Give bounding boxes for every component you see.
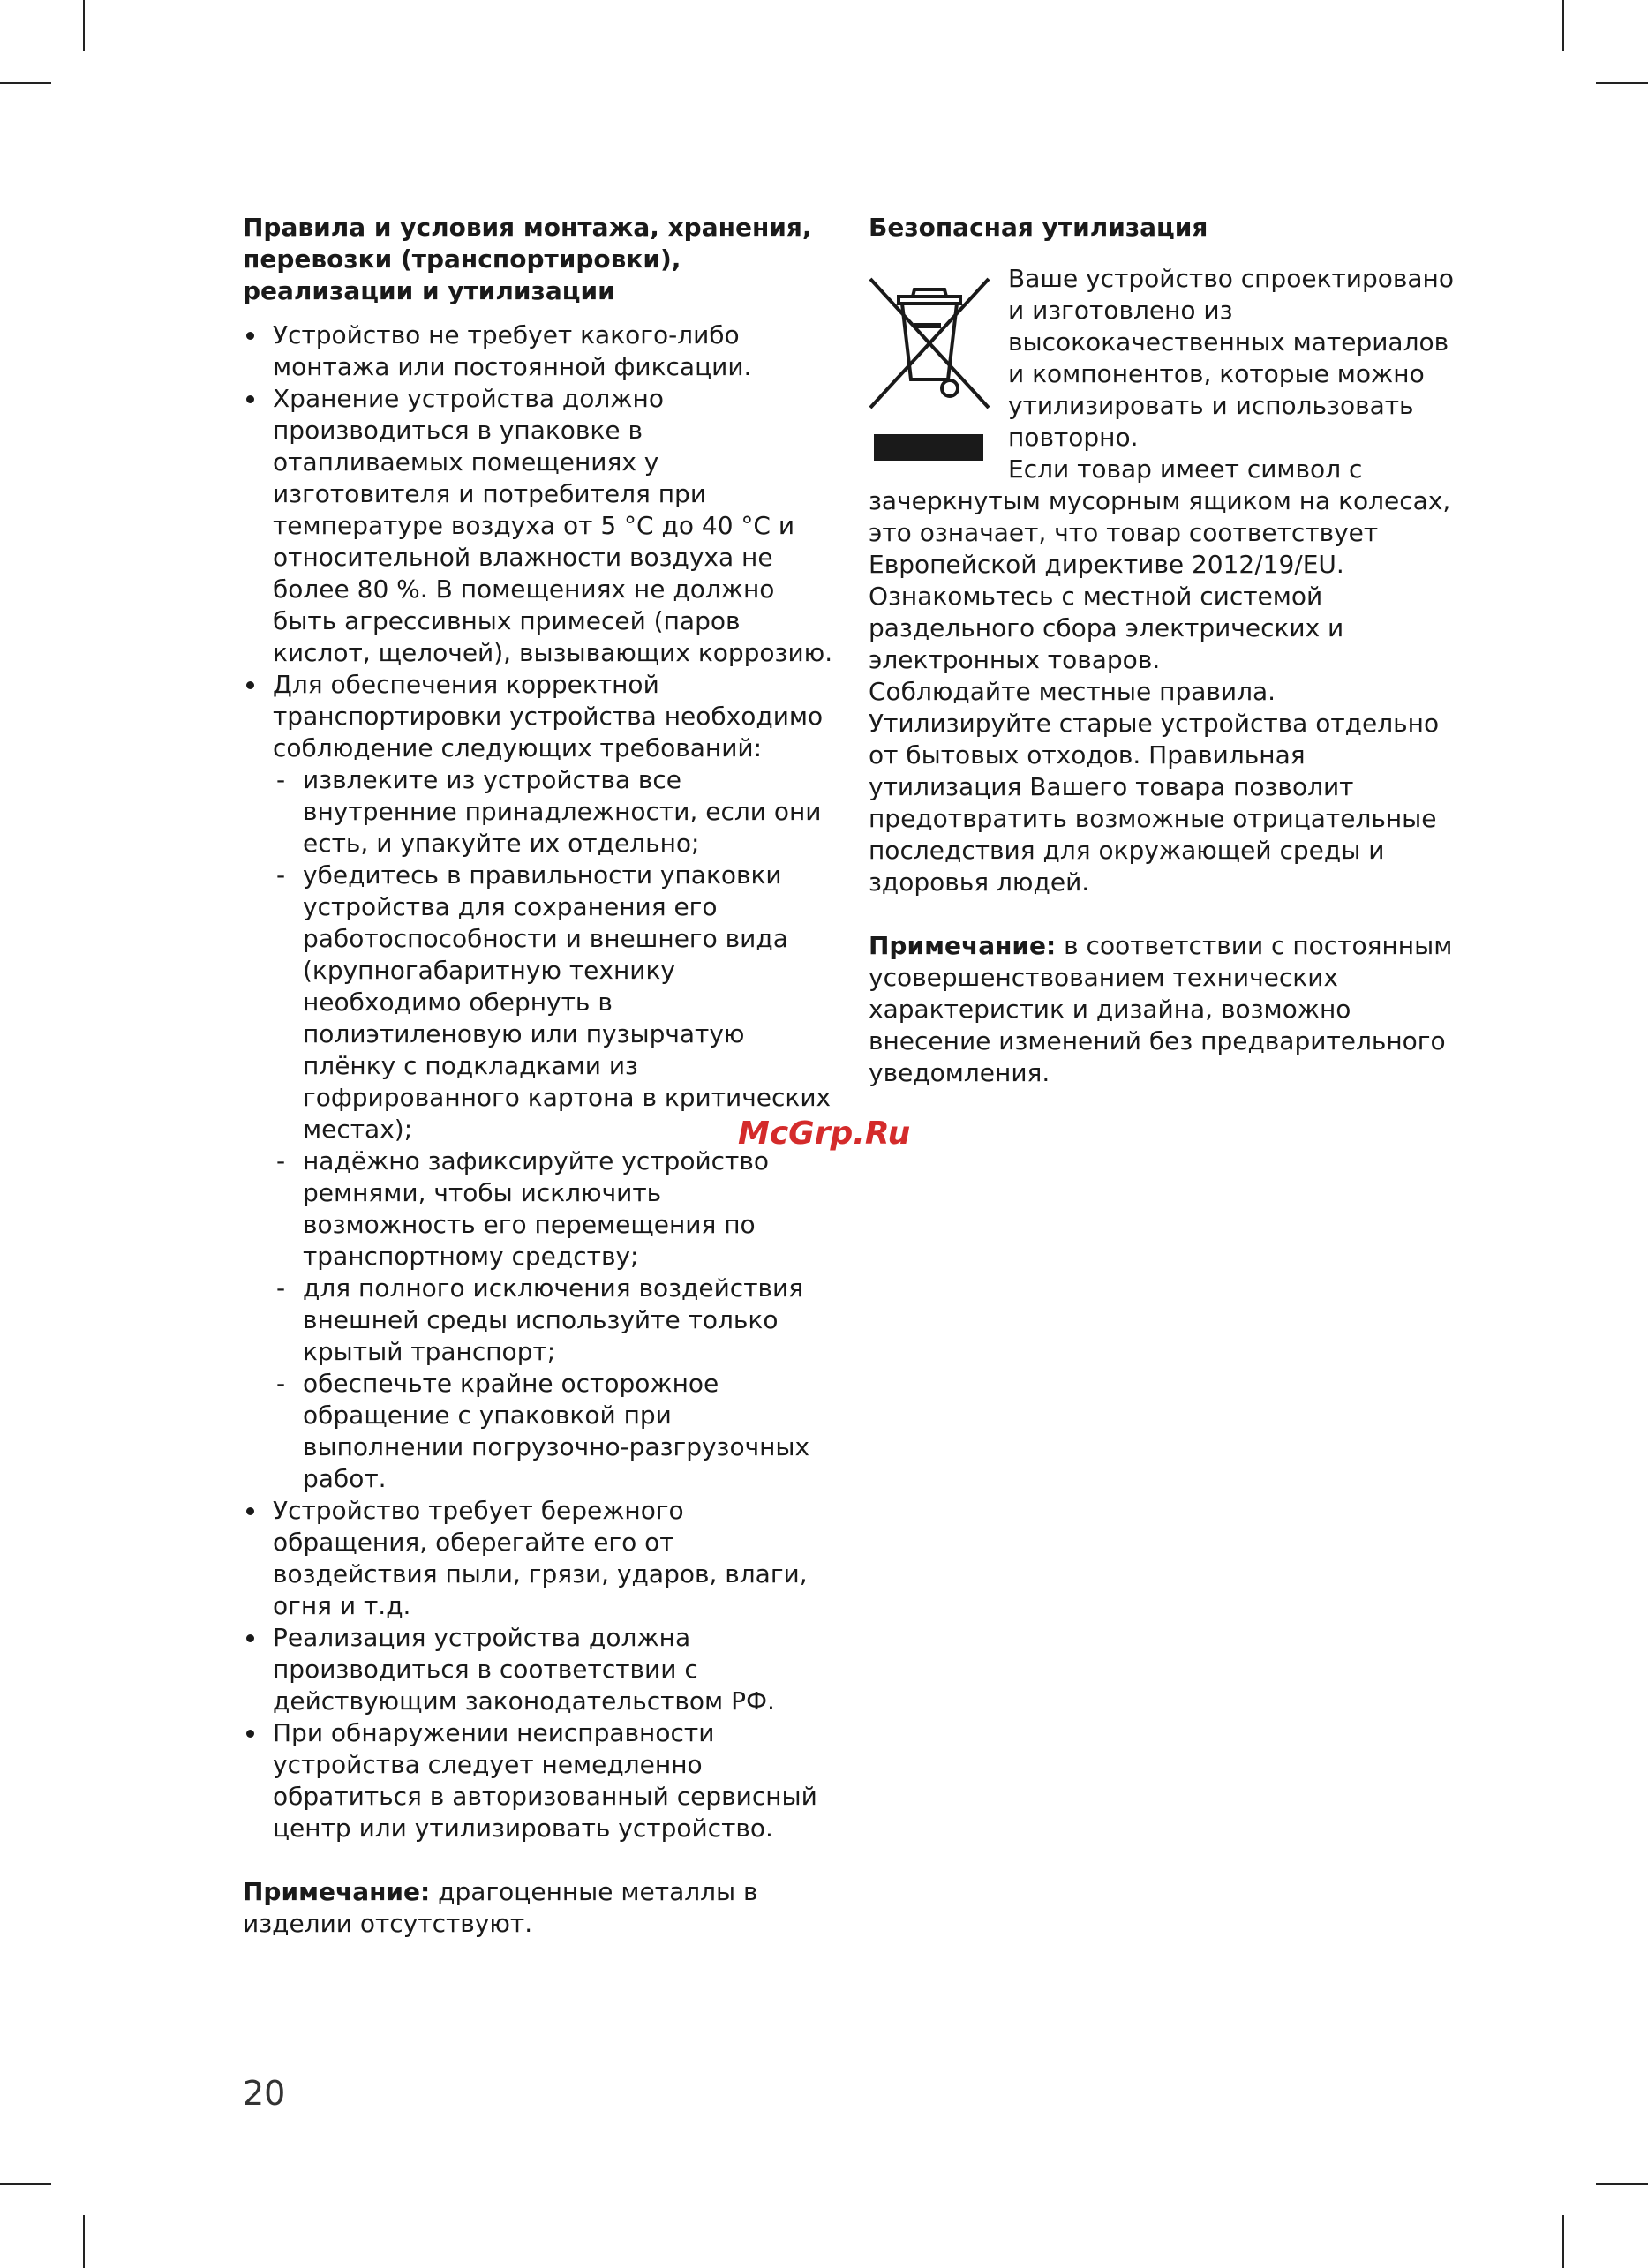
watermark: McGrp.Ru	[738, 1115, 911, 1152]
crop-mark	[83, 0, 85, 51]
crop-mark	[1562, 0, 1564, 51]
bullet-list	[243, 319, 834, 1844]
crop-mark	[0, 82, 51, 84]
list-item: Устройство не требует какого-либо монтажа или постоянной фиксации.	[243, 319, 834, 383]
note-text: в соответствии с постоянным усовершенствованием технических характеристик и дизайна, возможно внесение изменений без предварительного уведомления.	[869, 931, 1453, 1087]
crop-mark	[1562, 2215, 1564, 2268]
note-text: драгоценные металлы в изделии отсутствуют.	[243, 1877, 758, 1938]
note	[243, 1876, 834, 1940]
list-item: Реализация устройства должна производиться в соответствии с действующим законодательством РФ.	[243, 1622, 834, 1717]
note-label: Примечание:	[869, 931, 1057, 960]
page-number: 20	[243, 2074, 286, 2113]
section-heading: Безопасная утилизация	[869, 213, 1208, 242]
note	[869, 930, 1460, 1089]
sub-list-item: - надёжно зафиксируйте устройство ремнями, чтобы исключить возможность его перемещения по транспортному средству;	[273, 1145, 834, 1273]
disposal-section	[869, 212, 1460, 1089]
storage-transport-section	[243, 212, 834, 1940]
crossed-bin-icon	[869, 275, 992, 469]
list-item: При обнаружении неисправности устройства следует немедленно обратиться в авторизованный сервисный центр или утилизировать устройство.	[243, 1717, 834, 1844]
list-item	[243, 669, 834, 1495]
note-label: Примечание:	[243, 1877, 431, 1906]
crop-mark	[0, 2183, 51, 2185]
crop-mark	[1596, 82, 1648, 84]
list-item: Устройство требует бережного обращения, оберегайте его от воздействия пыли, грязи, ударов, влаги, огня и т.д.	[243, 1495, 834, 1622]
paragraph: Если товар имеет символ с зачеркнутым мусорным ящиком на колесах, это означает, что товар соответствует Европейской директиве 2012/19/EU.	[869, 454, 1451, 579]
list-item: Хранение устройства должно производиться в упаковке в отапливаемых помещениях у изготовителя и потребителя при температуре воздуха от 5 °C до 40 °C и относительной влажности воздуха не более 80 %. В помещениях не должно быть агрессивных примесей (паров кислот, щелочей), вызывающих коррозию.	[243, 383, 834, 669]
sub-list-item: - обеспечьте крайне осторожное обращение с упаковкой при выполнении погрузочно-разгрузочных работ.	[273, 1368, 834, 1495]
paragraph: Ваше устройство спроектировано и изготовлено из высококачественных материалов и компонентов, которые можно утилизировать и использовать повторно.	[1008, 264, 1454, 452]
crop-mark	[1596, 2183, 1648, 2185]
crop-mark	[83, 2215, 85, 2268]
sub-list-item: - для полного исключения воздействия внешней среды используйте только крытый транспорт;	[273, 1273, 834, 1368]
sub-list-item: - убедитесь в правильности упаковки устройства для сохранения его работоспособности и внешнего вида (крупногабаритную технику необходимо обернуть в полиэтиленовую или пузырчатую плёнку с подкладками из гофрированного картона в критических местах);	[273, 860, 834, 1145]
disposal-body	[869, 263, 1460, 898]
paragraph: Утилизируйте старые устройства отдельно от бытовых отходов. Правильная утилизация Вашего товара позволит предотвратить возможные отрицательные последствия для окружающей среды и здоровья людей.	[869, 709, 1440, 897]
list-item-text: Для обеспечения корректной транспортировки устройства необходимо соблюдение следующих требований:	[273, 670, 824, 762]
paragraph: Ознакомьтесь с местной системой раздельного сбора электрических и электронных товаров.	[869, 582, 1344, 674]
sub-list-item: - извлеките из устройства все внутренние принадлежности, если они есть, и упакуйте их отдельно;	[273, 764, 834, 860]
paragraph: Соблюдайте местные правила.	[869, 677, 1276, 706]
section-heading: Правила и условия монтажа, хранения, перевозки (транспортировки), реализации и утилизации	[243, 213, 812, 305]
